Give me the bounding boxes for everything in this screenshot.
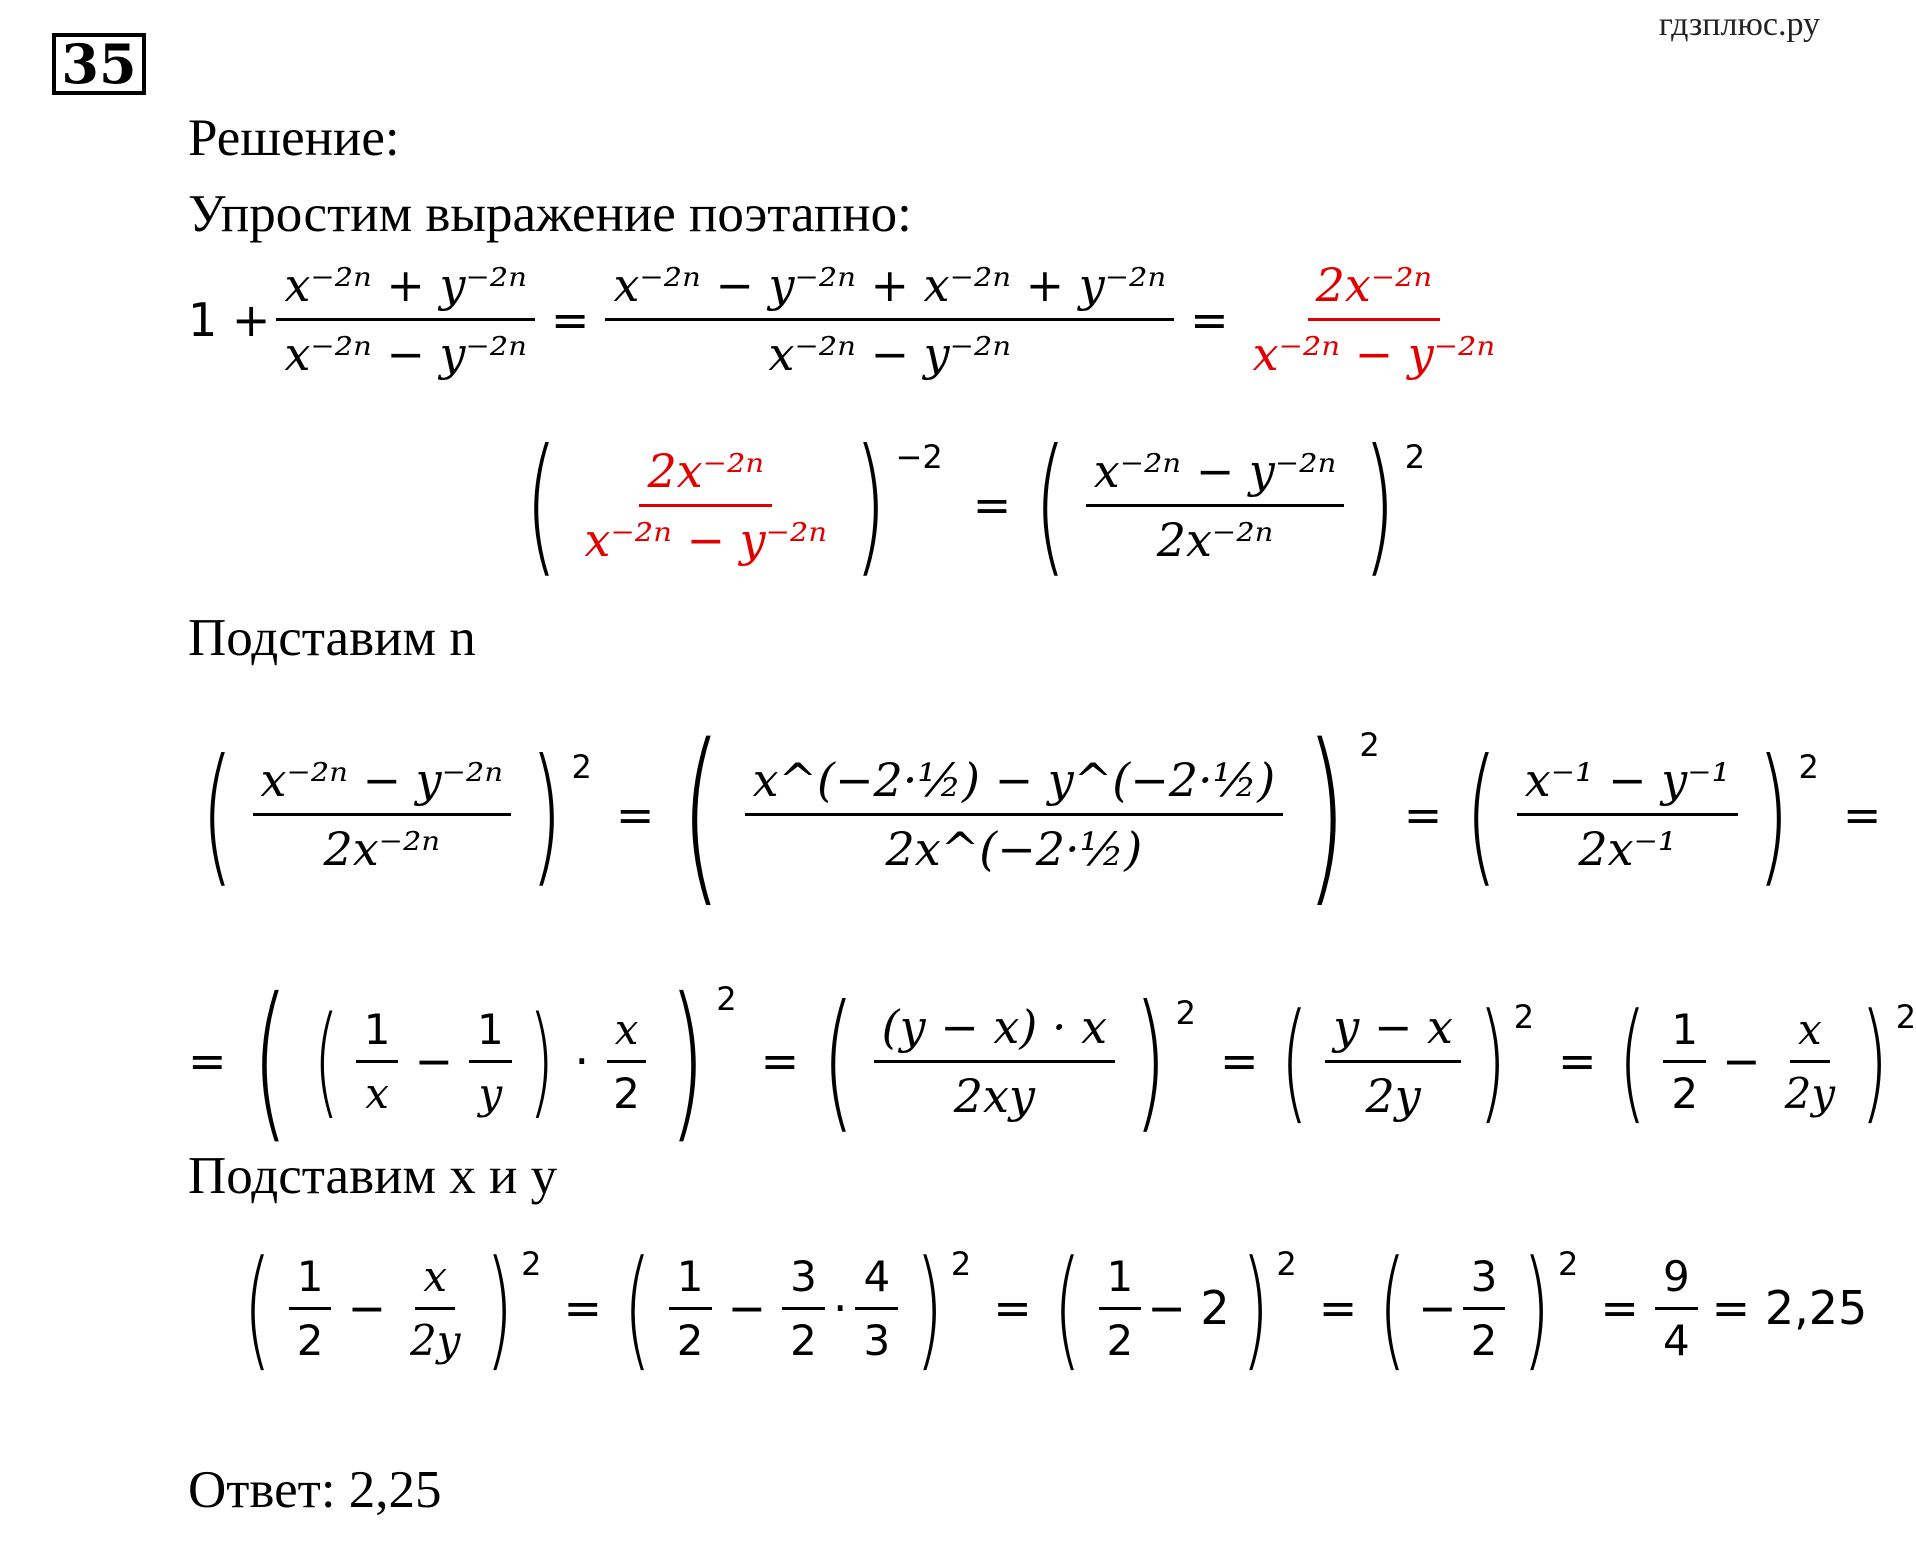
- numerator: 2x⁻²ⁿ: [1308, 258, 1441, 321]
- highlighted-result: [1239, 258, 1509, 381]
- site-label: гдзплюс.ру: [1658, 6, 1820, 43]
- denominator: 2: [1470, 1315, 1498, 1365]
- solution-heading: Решение:: [188, 109, 400, 167]
- fraction-1: [276, 258, 534, 381]
- fraction-g: [1777, 1005, 1843, 1118]
- fraction-3: [1245, 258, 1503, 381]
- numerator: x⁻²ⁿ − y⁻²ⁿ + x⁻²ⁿ + y⁻²ⁿ: [605, 258, 1174, 321]
- lead-term: 1 +: [188, 292, 271, 347]
- highlighted-fraction: [571, 444, 841, 567]
- equation-step5: [232, 1232, 1867, 1384]
- left-paren: (: [1618, 985, 1646, 1137]
- fraction-b: [469, 1005, 512, 1118]
- right-paren: ): [485, 1232, 514, 1384]
- equals-sign: =: [993, 1281, 1032, 1335]
- dot-sign: ·: [832, 1281, 848, 1335]
- right-paren: ): [1305, 704, 1347, 925]
- exponent: 2: [950, 1245, 972, 1283]
- right-paren: ): [1363, 418, 1396, 592]
- denominator: 2x⁻¹: [1578, 822, 1677, 876]
- numerator: 3: [1463, 1252, 1506, 1310]
- left-paren: (: [1034, 418, 1067, 592]
- left-paren: (: [201, 727, 234, 902]
- equals-sign: =: [1842, 787, 1882, 842]
- fraction-e: [1099, 1252, 1142, 1365]
- equation-step3: [188, 704, 1891, 925]
- numerator: 3: [782, 1252, 825, 1310]
- fraction-a2: [669, 1252, 712, 1365]
- exponent: 2: [521, 1245, 542, 1283]
- numerator: 2x⁻²ⁿ: [639, 444, 772, 507]
- numerator: y − x: [1325, 1000, 1461, 1063]
- exponent: 2: [1798, 747, 1819, 786]
- substitute-xy-text: Подставим x и y: [188, 1147, 558, 1205]
- right-paren: ): [530, 727, 563, 902]
- left-paren: (: [1465, 727, 1498, 902]
- denominator: x: [365, 1068, 389, 1118]
- minus-two: − 2: [1147, 1281, 1230, 1335]
- fraction-1: [577, 444, 835, 567]
- numerator: 4: [855, 1252, 898, 1310]
- right-paren: ): [854, 418, 887, 592]
- numerator: 9: [1655, 1252, 1698, 1310]
- denominator: x⁻²ⁿ − y⁻²ⁿ: [1252, 327, 1496, 381]
- equals-sign: =: [1219, 1034, 1259, 1088]
- right-paren: ): [1757, 727, 1790, 902]
- fraction-2: [745, 753, 1284, 876]
- exponent: 2: [571, 747, 592, 786]
- fraction-c: [782, 1252, 825, 1365]
- left-paren: (: [525, 418, 558, 592]
- numerator: x⁻¹ − y⁻¹: [1517, 753, 1738, 816]
- denominator: 2x^(−2·½): [885, 822, 1143, 876]
- fraction-2: [1086, 444, 1344, 567]
- minus-sign: −: [1418, 1281, 1457, 1335]
- fraction-a: [289, 1252, 332, 1365]
- numerator: x^(−2·½) − y^(−2·½): [745, 753, 1284, 816]
- numerator: x⁻²ⁿ + y⁻²ⁿ: [276, 258, 534, 321]
- numerator: x⁻²ⁿ − y⁻²ⁿ: [1086, 444, 1344, 507]
- minus-sign: −: [414, 1034, 453, 1088]
- fraction-b: [402, 1252, 468, 1365]
- left-paren-inner: (: [313, 991, 340, 1131]
- equals-sign: =: [1600, 1281, 1639, 1335]
- fraction-d: [855, 1252, 898, 1365]
- right-paren: ): [1522, 1232, 1551, 1384]
- denominator: 2: [790, 1315, 817, 1365]
- equals-sign: =: [760, 1034, 800, 1088]
- minus-sign: −: [727, 1281, 767, 1335]
- final-value: = 2,25: [1711, 1281, 1868, 1335]
- denominator: 2y: [410, 1315, 461, 1365]
- denominator: y: [478, 1068, 503, 1118]
- exponent: 2: [1513, 998, 1535, 1036]
- fraction-3: [1517, 753, 1738, 876]
- left-paren: (: [623, 1232, 652, 1384]
- denominator: x⁻²ⁿ − y⁻²ⁿ: [768, 327, 1011, 381]
- equals-sign: =: [1558, 1034, 1597, 1088]
- fraction-2: [605, 258, 1174, 381]
- numerator: (y − x) · x: [874, 1000, 1115, 1063]
- equation-step4: [188, 962, 1916, 1160]
- fraction-e: [1325, 1000, 1461, 1123]
- denominator: 2y: [1365, 1068, 1421, 1123]
- exponent: 2: [716, 980, 737, 1018]
- denominator: 2: [1671, 1068, 1699, 1118]
- denominator: 3: [863, 1315, 891, 1365]
- numerator: 1: [669, 1252, 712, 1310]
- equation-step1: [188, 258, 1509, 381]
- numerator: 1: [356, 1005, 399, 1063]
- intro-text: Упростим выражение поэтапно:: [188, 185, 912, 243]
- denominator: 2y: [1784, 1068, 1836, 1118]
- right-paren: ): [1241, 1232, 1269, 1384]
- denominator: 2xy: [953, 1068, 1035, 1123]
- denominator: 2: [613, 1068, 640, 1118]
- equation-step2: [512, 418, 1425, 592]
- answer-text: Ответ: 2,25: [188, 1461, 442, 1519]
- exponent: 2: [1558, 1245, 1579, 1283]
- equals-sign: =: [1318, 1281, 1358, 1335]
- exponent: 2: [1895, 998, 1916, 1036]
- exponent: 2: [1175, 994, 1196, 1032]
- problem-number: 35: [61, 32, 137, 96]
- numerator: x: [607, 1005, 647, 1063]
- denominator: 2x⁻²ⁿ: [1156, 512, 1274, 567]
- left-paren: (: [1279, 985, 1308, 1137]
- denominator: x⁻²ⁿ − y⁻²ⁿ: [284, 327, 527, 381]
- exponent: 2: [1359, 725, 1380, 764]
- fraction-c: [605, 1005, 648, 1118]
- right-paren-inner: ): [528, 991, 555, 1131]
- numerator: x⁻²ⁿ − y⁻²ⁿ: [253, 753, 511, 816]
- denominator: 2: [1106, 1315, 1134, 1365]
- numerator: x: [415, 1252, 455, 1310]
- problem-number-box: [52, 33, 146, 95]
- numerator: 1: [1663, 1005, 1706, 1063]
- fraction-f: [1463, 1252, 1506, 1365]
- left-paren: (: [251, 962, 288, 1160]
- denominator: 2x⁻²ⁿ: [323, 822, 441, 876]
- fraction-1: [253, 753, 511, 876]
- fraction-d: [874, 1000, 1115, 1123]
- exponent: −2: [895, 438, 943, 476]
- fraction-f: [1663, 1005, 1706, 1118]
- fraction-g: [1655, 1252, 1698, 1365]
- right-paren: ): [668, 962, 706, 1160]
- right-paren: ): [1860, 985, 1889, 1137]
- left-paren: (: [1053, 1232, 1082, 1384]
- left-paren: (: [822, 974, 855, 1148]
- left-paren: (: [1378, 1232, 1407, 1384]
- equals-sign: =: [550, 292, 590, 347]
- equals-sign: =: [563, 1281, 603, 1335]
- right-paren: ): [1134, 974, 1167, 1148]
- numerator: x: [1790, 1005, 1830, 1063]
- equals-sign: =: [188, 1034, 227, 1088]
- numerator: 1: [289, 1252, 332, 1310]
- equals-sign: =: [615, 787, 655, 842]
- denominator: 2: [676, 1315, 704, 1365]
- right-paren: ): [1478, 985, 1507, 1137]
- equals-sign: =: [1190, 292, 1229, 347]
- numerator: 1: [469, 1005, 512, 1063]
- right-paren: ): [915, 1232, 944, 1384]
- left-paren: (: [681, 704, 722, 925]
- equals-sign: =: [1403, 787, 1443, 842]
- denominator: 2: [296, 1315, 324, 1365]
- denominator: 4: [1662, 1315, 1690, 1365]
- left-paren: (: [243, 1232, 272, 1384]
- denominator: x⁻²ⁿ − y⁻²ⁿ: [584, 512, 827, 567]
- minus-sign: −: [1722, 1034, 1761, 1088]
- exponent: 2: [1276, 1245, 1297, 1283]
- numerator: 1: [1099, 1252, 1142, 1310]
- fraction-a: [356, 1005, 399, 1118]
- exponent: 2: [1404, 438, 1426, 476]
- minus-sign: −: [347, 1281, 386, 1335]
- equals-sign: =: [972, 478, 1012, 532]
- dot-sign: ·: [574, 1034, 590, 1088]
- substitute-n-text: Подставим n: [188, 609, 476, 667]
